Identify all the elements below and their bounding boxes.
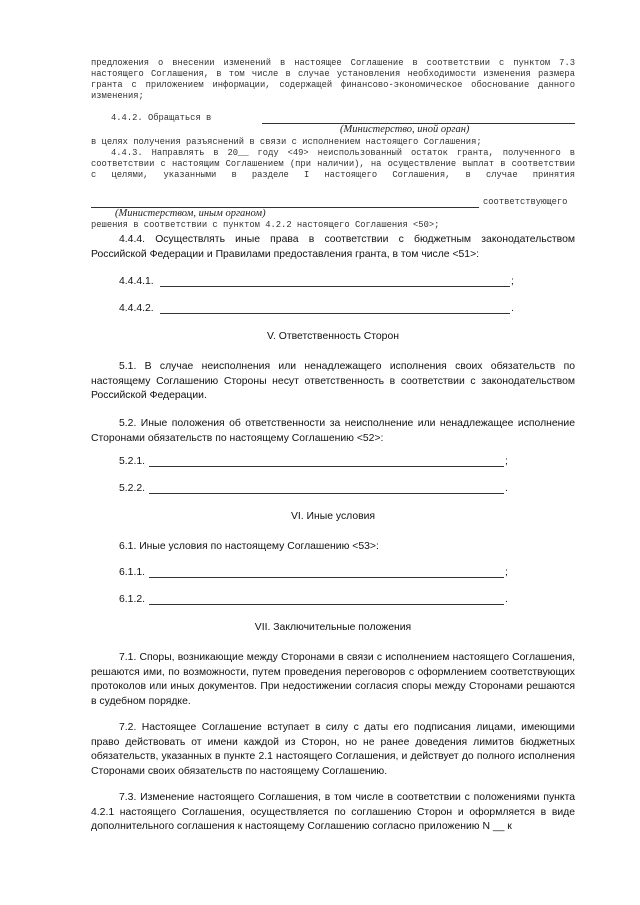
paragraph-7-3: 7.3. Изменение настоящего Соглашения, в том числе в соответствии с положениями пункта 4.2.1 настоящего Соглашения, осуществляется по соглашению Сторон и оформляется в виде дополнительного соглашения к настоящему Соглашению согласно приложению N __ к (91, 792, 575, 832)
item-4-4-4-1-end: ; (511, 276, 514, 287)
item-6-1-1-end: ; (505, 567, 508, 578)
item-4-4-2-suffix: в целях получения разъяснений в связи с исполнением настоящего Соглашения; (91, 137, 482, 147)
caption-ministry: (Министерство, иной орган) (340, 124, 470, 135)
paragraph-7-1: 7.1. Споры, возникающие между Сторонами в связи с исполнением настоящего Соглашения, решаются ими, по возможности, путем проведения переговоров с оформлением соответствующих протоколов или иных документов. При недостижении согласия споры между Сторонами решаются в судебном порядке. (91, 652, 575, 707)
section-6-heading: VI. Иные условия (290, 511, 376, 522)
item-4-4-4: 4.4.4. Осуществлять иные права в соответствии с бюджетным законодательством Российской Федерации и Правилами предоставления гранта, в том числе <51>: (91, 234, 575, 260)
section-7-heading: VII. Заключительные положения (254, 622, 412, 633)
blank-line-5-2-2 (149, 493, 504, 494)
item-4-4-4-1-label: 4.4.4.1. (119, 276, 154, 287)
item-4-4-3: 4.4.3. Направлять в 20__ году <49> неиспользованный остаток гранта, полученного в соответствии с настоящим Соглашением (при наличии), на осуществление выплат в соответствии с целями, указанными в разделе I настоящего Соглашения, в случае принятия (91, 148, 575, 180)
blank-line-5-2-1 (149, 466, 504, 467)
paragraph-proposals: предложения о внесении изменений в настоящее Соглашение в соответствии с пунктом 7.3 настоящего Соглашения, в том числе в случае установления необходимости изменения размера гранта с приложением информации, содержащей финансово-экономическое обоснование данного изменения; (91, 58, 575, 101)
blank-line-4-4-4-1 (160, 286, 510, 287)
item-5-2-2-end: . (505, 483, 508, 494)
item-4-4-3-tail: соответствующего (483, 197, 568, 207)
item-5-2-2-label: 5.2.2. (119, 483, 145, 494)
item-4-4-4-2-label: 4.4.4.2. (119, 303, 154, 314)
item-4-4-2-text: 4.4.2. Обращаться в (111, 113, 212, 123)
paragraph-6-1: 6.1. Иные условия по настоящему Соглашению <53>: (119, 541, 379, 552)
item-6-1-2-label: 6.1.2. (119, 594, 145, 605)
item-4-4-4-2-end: . (511, 303, 514, 314)
item-6-1-2-end: . (505, 594, 508, 605)
section-5-heading: V. Ответственность Сторон (267, 331, 399, 342)
item-5-2-1-end: ; (505, 456, 508, 467)
item-6-1-1-label: 6.1.1. (119, 567, 145, 578)
item-4-4-3-end: решения в соответствии с пунктом 4.2.2 настоящего Соглашения <50>; (91, 220, 440, 230)
paragraph-5-1: 5.1. В случае неисполнения или ненадлежащего исполнения своих обязательств по настоящему Соглашению Стороны несут ответственность в соответствии с законодательством Российской Федерации. (91, 361, 575, 401)
blank-line-6-1-2 (149, 604, 504, 605)
blank-line-6-1-1 (149, 577, 504, 578)
caption-ministry-2: (Министерством, иным органом) (115, 208, 266, 219)
blank-line-4-4-4-2 (160, 313, 510, 314)
paragraph-7-2: 7.2. Настоящее Соглашение вступает в силу с даты его подписания лицами, имеющими право действовать от имени каждой из Сторон, но не ранее доведения лимитов бюджетных обязательств, указанных в пункте 2.1 настоящего Соглашения, и действует до полного исполнения Сторонами своих обязательств по настоящему Соглашению. (91, 722, 575, 777)
paragraph-5-2: 5.2. Иные положения об ответственности за неисполнение или ненадлежащее исполнение Сторонами обязательств по настоящему Соглашению <52>: (91, 418, 575, 444)
item-5-2-1-label: 5.2.1. (119, 456, 145, 467)
